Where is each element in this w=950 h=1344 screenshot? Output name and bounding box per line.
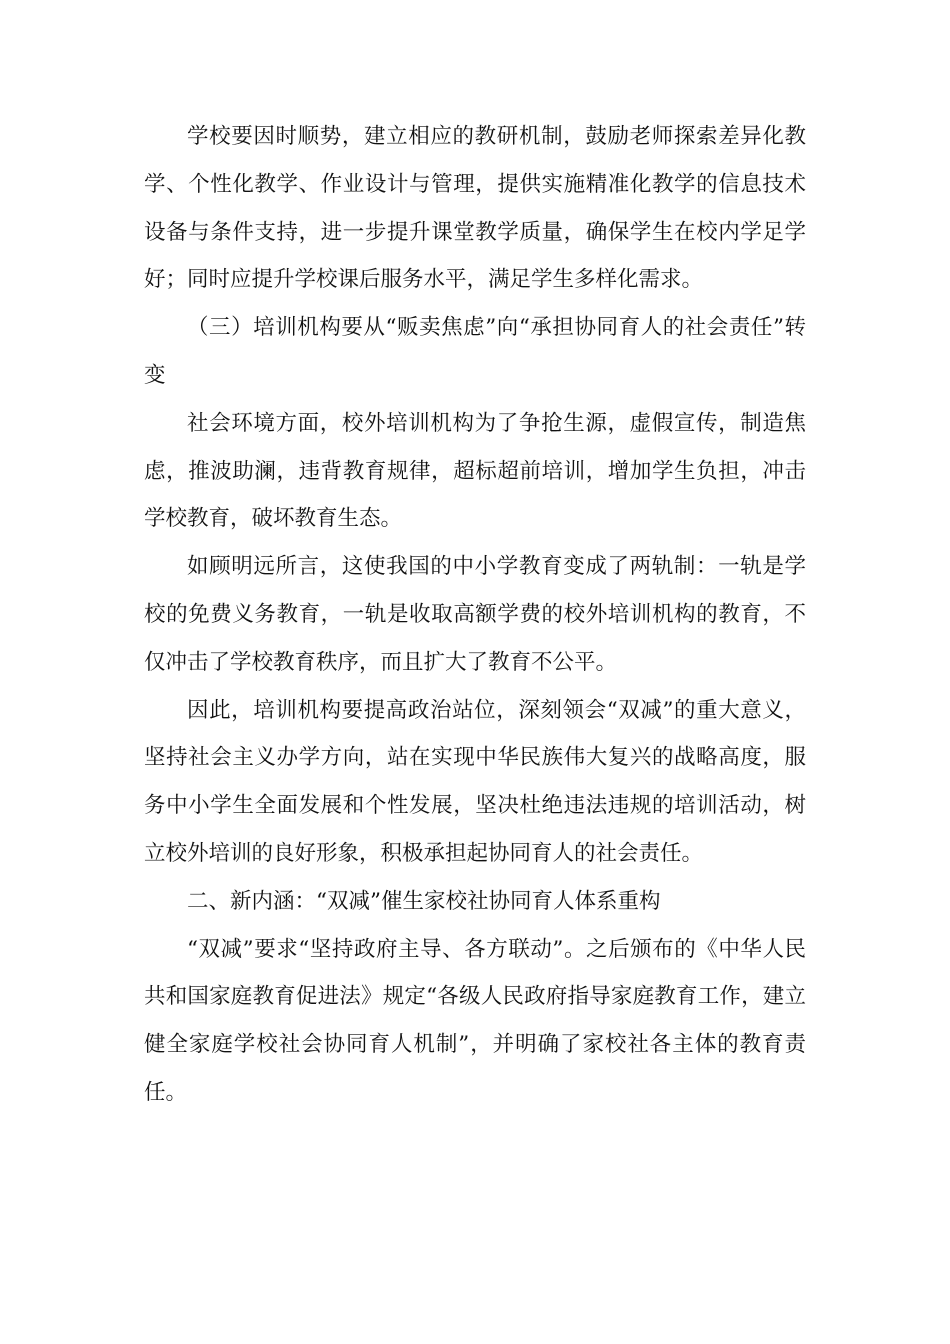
paragraph-social-environment: 社会环境方面，校外培训机构为了争抢生源，虚假宣传，制造焦虑，推波助澜，违背教育规律，超标超前培训，增加学生负担，冲击学校教育，破坏教育生态。 xyxy=(144,410,806,532)
heading-training-institutions: （三）培训机构要从“贩卖焦虑”向“承担协同育人的社会责任”转变 xyxy=(144,315,806,388)
paragraph-family-education-law: “双减”要求“坚持政府主导、各方联动”。之后颁布的《中华人民共和国家庭教育促进法》规定“各级人民政府指导家庭教育工作，建立健全家庭学校社会协同育人机制”，并明确了家校社各主体的教育责任。 xyxy=(144,936,806,1105)
paragraph-political-stance: 因此，培训机构要提高政治站位，深刻领会“双减”的重大意义，坚持社会主义办学方向，站在实现中华民族伟大复兴的战略高度，服务中小学生全面发展和个性发展，坚决杜绝违法违规的培训活动，树立校外培训的良好形象，积极承担起协同育人的社会责任。 xyxy=(144,697,806,866)
paragraph-school-teaching: 学校要因时顺势，建立相应的教研机制，鼓励老师探索差异化教学、个性化教学、作业设计与管理，提供实施精准化教学的信息技术设备与条件支持，进一步提升课堂教学质量，确保学生在校内学足学好；同时应提升学校课后服务水平，满足学生多样化需求。 xyxy=(144,124,806,293)
document-page xyxy=(144,113,806,1117)
paragraph-two-track-system: 如顾明远所言，这使我国的中小学教育变成了两轨制：一轨是学校的免费义务教育，一轨是收取高额学费的校外培训机构的教育，不仅冲击了学校教育秩序，而且扩大了教育不公平。 xyxy=(144,554,806,675)
heading-new-connotation: 二、新内涵：“双减”催生家校社协同育人体系重构 xyxy=(187,888,661,914)
